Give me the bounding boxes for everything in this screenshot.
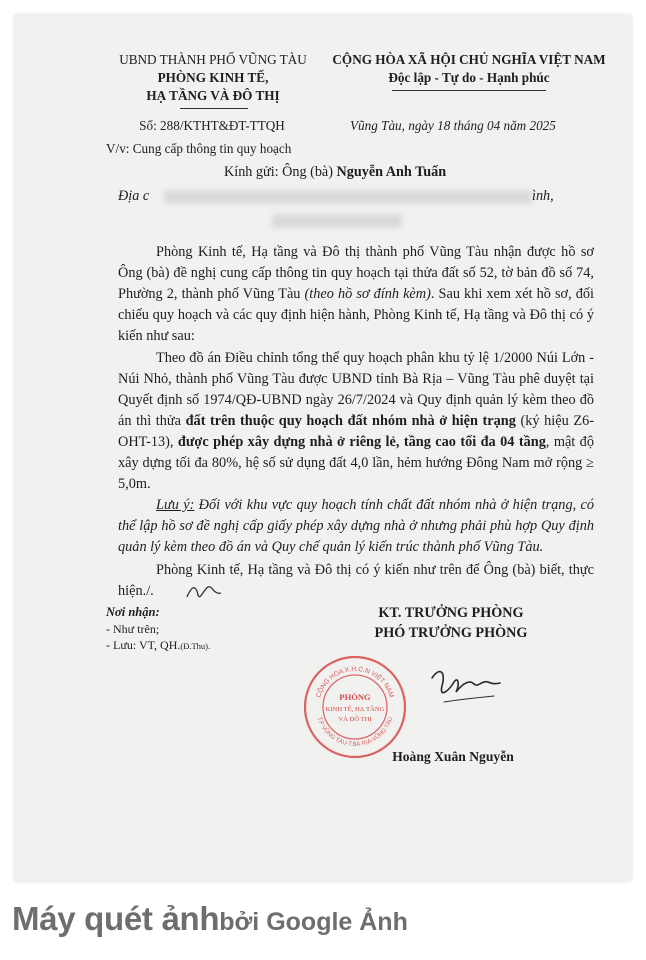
recipient-line <box>224 164 446 181</box>
paragraph-request <box>118 242 594 347</box>
document-date: Vũng Tàu, ngày 18 tháng 04 năm 2025 <box>350 118 556 133</box>
p2-text: Theo đồ án Điều chỉnh tổng thể quy hoạch phân khu tỷ lệ 1/2000 Núi Lớn - Núi Nhỏ, thành phố Vũng Tàu được UBND tỉnh Bà Rịa – Vũng Tàu phê duyệt tại Quyết định số 1974/QĐ-UBND ngày 26/7/2024 và Quy định quản lý kèm theo đồ án thì thửa <box>118 350 594 429</box>
p2-text-end: , mật độ xây dựng tối đa 80%, hệ số sử dụng đất 4,0 lần, hẻm hướng Đông Nam mở rộng ≥ 5,0m. <box>118 434 594 492</box>
national-motto: Độc lập - Tự do - Hạnh phúc <box>388 70 550 85</box>
seal-top-text: CỘNG HÒA X.H.C.N VIỆT NAM <box>315 665 395 699</box>
signature-title: KT. TRƯỞNG PHÒNG <box>378 605 524 621</box>
recipients-item-1: - Như trên; <box>106 622 160 636</box>
org-name-line2: HẠ TẦNG VÀ ĐÔ THỊ <box>146 88 280 103</box>
recipient-prefix: Kính gửi: Ông (bà) <box>224 164 337 180</box>
seal-center-2: KINH TẾ, HẠ TẦNG <box>325 706 385 713</box>
document-page <box>14 14 632 882</box>
p2-bold-2: được phép xây dựng nhà ở riêng lẻ, tầng cao tối đa 04 tầng <box>177 434 546 450</box>
scanner-caption <box>12 900 408 938</box>
paragraph-note <box>118 495 594 558</box>
paragraph-planning <box>118 348 594 495</box>
address-redacted <box>164 190 532 204</box>
closing-text: Phòng Kinh tế, Hạ tầng và Đô thị có ý kiến như trên để Ông (bà) biết, thực hiện./. <box>118 562 594 599</box>
org-underline <box>180 108 248 109</box>
org-parent: UBND THÀNH PHỐ VŨNG TÀU <box>119 52 307 67</box>
recipients-item-2-text: - Lưu: VT, QH. <box>106 638 181 652</box>
address-redacted-line2 <box>272 214 402 228</box>
national-title: CỘNG HÒA XÃ HỘI CHỦ NGHĨA VIỆT NAM <box>332 52 606 67</box>
seal-bottom-text: T.P VŨNG TÀU-T.BÀ RỊA-VŨNG TÀU <box>315 716 395 749</box>
recipients-item-2-suffix: (Đ.Thu). <box>180 641 211 651</box>
p2-code: (ký hiệu Z6-OHT-13), <box>118 413 594 450</box>
scanner-caption-brand: bởi Google Ảnh <box>219 908 408 936</box>
scanner-caption-main: Máy quét ảnh <box>12 900 220 937</box>
note-text: Đối với khu vực quy hoạch tính chất đất nhóm nhà ở hiện trạng, có thể lập hồ sơ đề nghị cấp giấy phép xây dựng nhà ở nhưng phải phù hợp Quy định quản lý kèm theo đồ án và Quy chế quản lý kiến trúc thành phố Vũng Tàu. <box>118 497 594 555</box>
p2-bold-1: đất trên thuộc quy hoạch đất nhóm nhà ở hiện trạng <box>185 413 516 429</box>
address-label: Địa c <box>118 188 150 204</box>
handwritten-signature-icon <box>426 662 506 716</box>
document-subject: V/v: Cung cấp thông tin quy hoạch <box>106 141 292 156</box>
document-number: Số: 288/KTHT&ĐT-TTQH <box>139 118 285 133</box>
handwritten-mark-icon <box>184 581 224 603</box>
signature-subtitle: PHÓ TRƯỞNG PHÒNG <box>374 625 528 641</box>
official-seal-icon <box>302 654 408 760</box>
org-name: PHÒNG KINH TẾ, <box>157 70 269 85</box>
recipient-name: Nguyễn Anh Tuấn <box>336 164 447 180</box>
recipients-item-2 <box>106 638 210 653</box>
p1-text-end: . Sau khi xem xét hồ sơ, đối chiếu quy hoạch và các quy định hiện hành, Phòng Kinh tế, Hạ tầng và Đô thị có ý kiến như sau: <box>118 286 594 344</box>
seal-center-3: VÀ ĐÔ THỊ <box>338 716 372 723</box>
recipients-title: Nơi nhận: <box>106 605 160 619</box>
signer-name: Hoàng Xuân Nguyễn <box>392 749 514 764</box>
note-label: Lưu ý: <box>156 497 195 513</box>
motto-underline <box>392 90 546 91</box>
p1-text: Phòng Kinh tế, Hạ tầng và Đô thị thành phố Vũng Tàu nhận được hồ sơ Ông (bà) đề nghị cung cấp thông tin quy hoạch tại thửa đất số 52, tờ bản đồ số 74, Phường 2, thành phố Vũng Tàu <box>118 244 594 302</box>
p1-italic: (theo hồ sơ đính kèm) <box>304 286 431 302</box>
address-tail: ình, <box>532 188 554 204</box>
seal-center-1: PHÒNG <box>339 692 371 702</box>
